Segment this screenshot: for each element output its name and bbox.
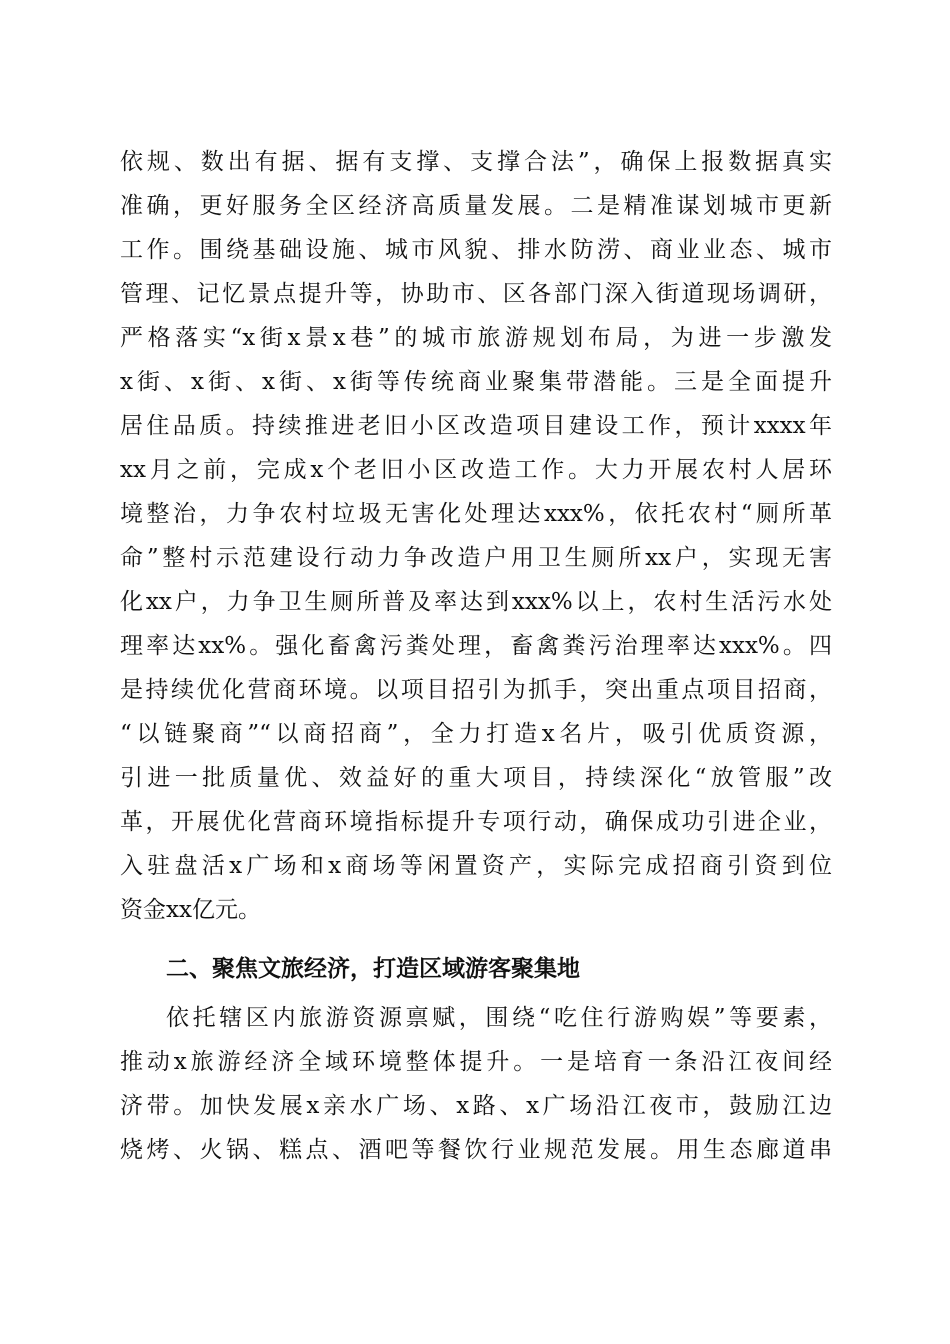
paragraph-1-line: 工作。围绕基础设施、城市风貌、排水防涝、商业业态、城市 <box>120 237 832 263</box>
paragraph-1-line: 准确，更好服务全区经济高质量发展。二是精准谋划城市更新 <box>120 193 832 219</box>
section-heading-2: 二、聚焦文旅经济，打造区域游客聚集地 <box>166 956 580 982</box>
paragraph-2-line: 济带。加快发展x亲水广场、x路、x广场沿江夜市，鼓励江边 <box>120 1093 832 1119</box>
paragraph-1-line: 命”整村示范建设行动力争改造户用卫生厕所xx户，实现无害 <box>120 545 832 571</box>
paragraph-1-line: 是持续优化营商环境。以项目招引为抓手，突出重点项目招商， <box>120 677 832 703</box>
paragraph-1-line: 入驻盘活x广场和x商场等闲置资产，实际完成招商引资到位 <box>120 853 832 879</box>
paragraph-1-line: 革，开展优化营商环境指标提升专项行动，确保成功引进企业， <box>120 809 832 835</box>
paragraph-1-line: “以链聚商”“以商招商”，全力打造x名片，吸引优质资源， <box>120 721 832 747</box>
paragraph-1-line: 化xx户，力争卫生厕所普及率达到xxx%以上，农村生活污水处 <box>120 589 832 615</box>
paragraph-1-line: 境整治，力争农村垃圾无害化处理达xxx%，依托农村“厕所革 <box>120 501 832 527</box>
paragraph-1-line: 理率达xx%。强化畜禽污粪处理，畜禽粪污治理率达xxx%。四 <box>120 633 832 659</box>
paragraph-1-line: 管理、记忆景点提升等，协助市、区各部门深入街道现场调研， <box>120 281 832 307</box>
paragraph-1-line: 严格落实“x街x景x巷”的城市旅游规划布局，为进一步激发 <box>120 325 832 351</box>
paragraph-2-line: 依托辖区内旅游资源禀赋，围绕“吃住行游购娱”等要素， <box>166 1005 832 1031</box>
paragraph-1-line: x街、x街、x街、x街等传统商业聚集带潜能。三是全面提升 <box>120 369 832 395</box>
paragraph-1-line: xx月之前，完成x个老旧小区改造工作。大力开展农村人居环 <box>120 457 832 483</box>
paragraph-1-line: 居住品质。持续推进老旧小区改造项目建设工作，预计xxxx年 <box>120 413 832 439</box>
paragraph-2-line: 推动x旅游经济全域环境整体提升。一是培育一条沿江夜间经 <box>120 1049 832 1075</box>
paragraph-1-line: 依规、数出有据、据有支撑、支撑合法”，确保上报数据真实 <box>120 149 832 175</box>
paragraph-1-line: 引进一批质量优、效益好的重大项目，持续深化“放管服”改 <box>120 765 832 791</box>
paragraph-2-line: 烧烤、火锅、糕点、酒吧等餐饮行业规范发展。用生态廊道串 <box>120 1137 832 1163</box>
paragraph-1-line: 资金xx亿元。 <box>120 897 261 923</box>
